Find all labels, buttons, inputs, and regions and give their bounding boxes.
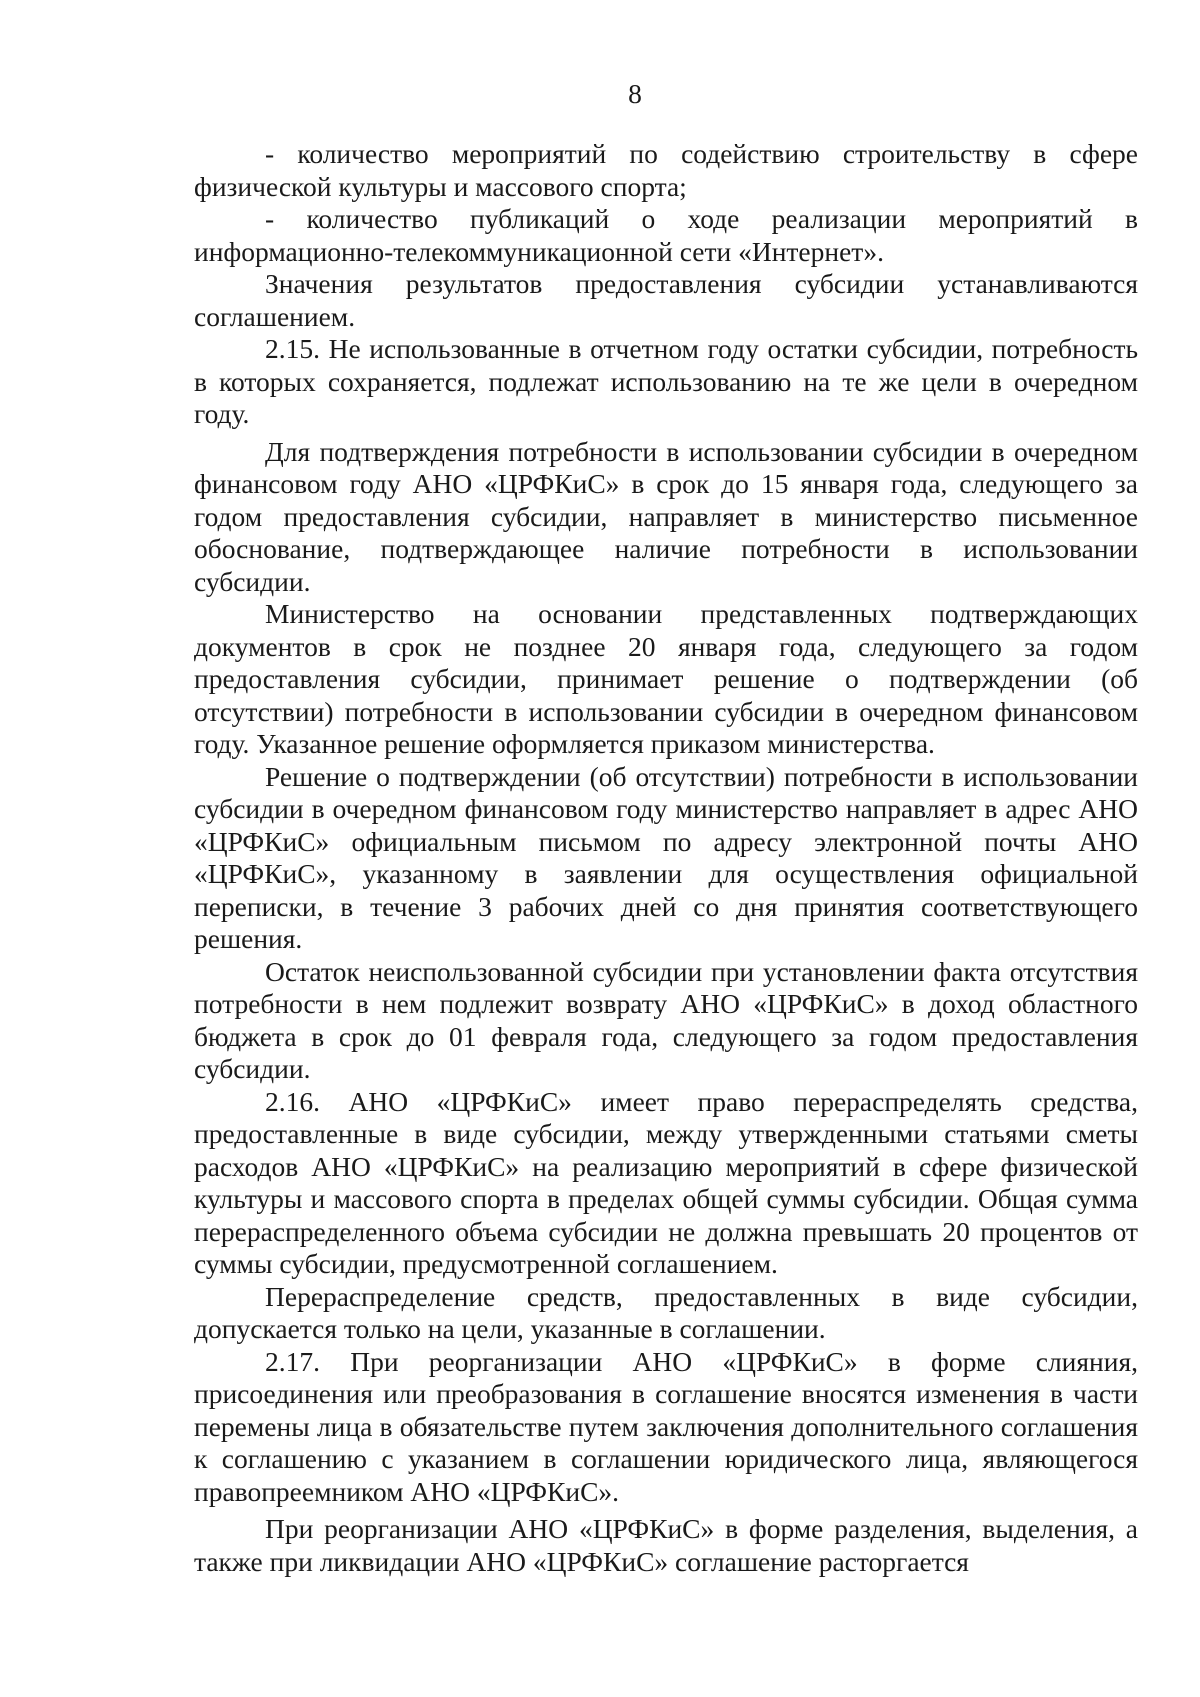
paragraph-measures-count: - количество мероприятий по содействию строительству в сфере физической культуры и массового спорта; — [194, 138, 1138, 202]
paragraph-decision-notice: Решение о подтверждении (об отсутствии) потребности в использовании субсидии в очередном финансовом году министерство направляет в адрес АНО «ЦРФКиС» официальным письмом по адресу электронной почты АНО «ЦРФКиС», указанному в заявлении для осуществления официальной переписки, в течение 3 рабочих дней со дня принятия соответствующего решения. — [194, 760, 1138, 954]
document-body — [194, 138, 1138, 1578]
paragraph-unused-balance: Остаток неиспользованной субсидии при установлении факта отсутствия потребности в нем подлежит возврату АНО «ЦРФКиС» в доход областного бюджета в срок до 01 февраля года, следующего за годом предоставления субсидии. — [194, 955, 1138, 1084]
page-number: 8 — [628, 78, 642, 109]
paragraph-ministry-decision: Министерство на основании представленных подтверждающих документов в срок не позднее 20 января года, следующего за годом предоставления субсидии, принимает решение о подтверждении (об отсутствии) потребности в использовании субсидии в очередном финансовом году. Указанное решение оформляется приказом министерства. — [194, 598, 1138, 759]
paragraph-results-values: Значения результатов предоставления субсидии устанавливаются соглашением. — [194, 268, 1138, 332]
paragraph-redistribution: Перераспределение средств, предоставленных в виде субсидии, допускается только на цели, указанные в соглашении. — [194, 1280, 1138, 1344]
paragraph-publications-count: - количество публикаций о ходе реализации мероприятий в информационно-телекоммуникационной сети «Интернет». — [194, 203, 1138, 267]
paragraph-reorganization: При реорганизации АНО «ЦРФКиС» в форме разделения, выделения, а также при ликвидации АНО «ЦРФКиС» соглашение расторгается — [194, 1513, 1138, 1577]
paragraph-2-16: 2.16. АНО «ЦРФКиС» имеет право перераспределять средства, предоставленные в виде субсидии, между утвержденными статьями сметы расходов АНО «ЦРФКиС» на реализацию мероприятий в сфере физической культуры и массового спорта в пределах общей суммы субсидии. Общая сумма перераспределенного объема субсидии не должна превышать 20 процентов от суммы субсидии, предусмотренной соглашением. — [194, 1085, 1138, 1279]
paragraph-need-confirmation: Для подтверждения потребности в использовании субсидии в очередном финансовом году АНО «ЦРФКиС» в срок до 15 января года, следующего за годом предоставления субсидии, направляет в министерство письменное обоснование, подтверждающее наличие потребности в использовании субсидии. — [194, 435, 1138, 597]
paragraph-2-15: 2.15. Не использованные в отчетном году остатки субсидии, потребность в которых сохраняется, подлежат использованию на те же цели в очередном году. — [194, 333, 1138, 429]
paragraph-2-17: 2.17. При реорганизации АНО «ЦРФКиС» в форме слияния, присоединения или преобразования в соглашение вносятся изменения в части перемены лица в обязательстве путем заключения дополнительного соглашения к соглашению с указанием в соглашении юридического лица, являющегося правопреемником АНО «ЦРФКиС». — [194, 1345, 1138, 1507]
